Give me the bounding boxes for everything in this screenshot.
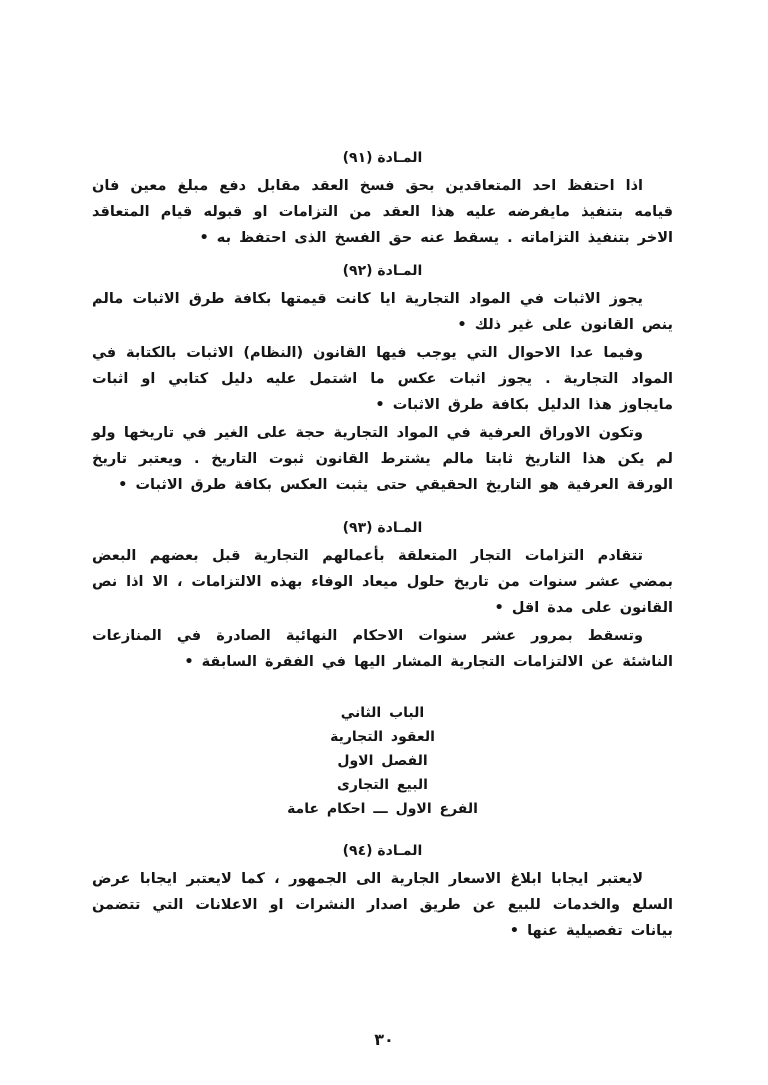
page-number: ٣٠	[374, 1030, 394, 1049]
article-93-paragraph-1: تتقادم التزامات التجار المتعلقة بأعمالهم التجارية قبل بعضهم البعض بمضي عشر سنوات من تاريخ حلول ميعاد الوفاء بهذه الالتزامات ، الا اذا نص القانون على مدة اقل •	[92, 548, 673, 616]
section-title-bab: الباب الثاني	[340, 705, 425, 721]
section-title-block	[92, 701, 673, 821]
section-title-oqood: العقود التجارية	[330, 729, 435, 745]
article-92-paragraph-2: وفيما عدا الاحوال التي يوجب فيها القانون (النظام) الاثبات بالكتابة في المواد التجارية . يجوز اثبات عكس ما اشتمل عليه دليل كتابي او اثبات مايجاوز هذا الدليل بكافة طرق الاثبات •	[92, 345, 673, 413]
article-92-paragraph-3: وتكون الاوراق العرفية في المواد التجارية حجة على الغير في تاريخها ولو لم يكن هذا التاريخ ثابتا مالم يشترط القانون ثبوت التاريخ . ويعتبر تاريخ الورقة العرفية هو التاريخ الحقيقي حتى يثبت العكس بكافة طرق الاثبات •	[92, 425, 673, 493]
article-91-paragraph-1: اذا احتفظ احد المتعاقدين بحق فسخ العقد مقابل دفع مبلغ معين فان قيامه بتنفيذ مايفرضه عليه هذا العقد من التزامات او قبوله قيام المتعاقد الاخر بتنفيذ التزاماته . يسقط عنه حق الفسخ الذى احتفظ به •	[92, 178, 673, 246]
article-93-heading: المـادة (٩٣)	[342, 520, 423, 536]
page-content	[92, 150, 673, 946]
article-93-paragraph-2: وتسقط بمرور عشر سنوات الاحكام النهائية الصادرة في المنازعات الناشئة عن الالتزامات التجارية المشار اليها في الفقرة السابقة •	[92, 628, 673, 670]
section-title-bay: البيع التجارى	[337, 777, 428, 793]
article-91-heading: المـادة (٩١)	[342, 150, 423, 166]
section-title-far: الفرع الاول ـــ احكام عامة	[287, 801, 478, 817]
article-94-heading: المـادة (٩٤)	[342, 843, 423, 859]
article-94-paragraph-1: لايعتبر ايجابا ابلاغ الاسعار الجارية الى الجمهور ، كما لايعتبر ايجابا عرض السلع والخدمات للبيع عن طريق اصدار النشرات او الاعلانات التي تتضمن بيانات تفصيلية عنها •	[92, 871, 673, 939]
article-92-paragraph-1: يجوز الاثبات في المواد التجارية ايا كانت قيمتها بكافة طرق الاثبات مالم ينص القانون على غير ذلك •	[92, 291, 673, 333]
article-92-heading: المـادة (٩٢)	[342, 263, 423, 279]
section-title-fasl: الفصل الاول	[337, 753, 428, 769]
